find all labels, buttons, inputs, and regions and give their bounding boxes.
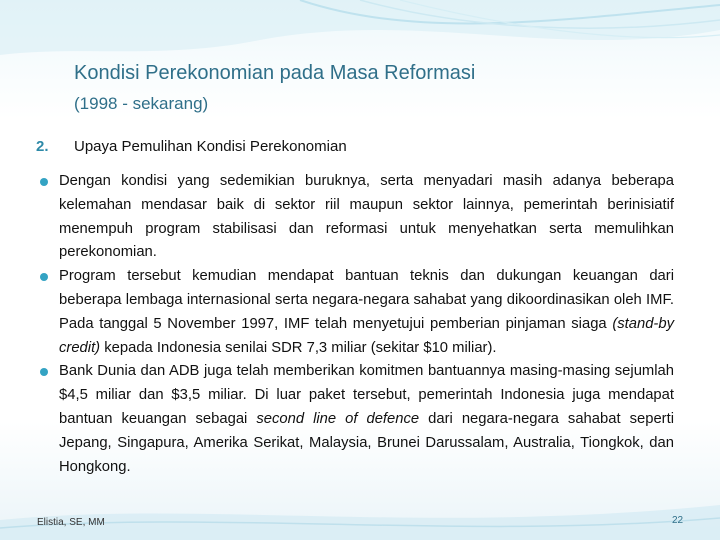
footer-author: Elistia, SE, MM xyxy=(37,517,105,528)
section-heading xyxy=(36,138,347,155)
bullet-text: kepada Indonesia senilai SDR 7,3 miliar (sekitar $10 miliar). xyxy=(100,339,497,356)
slide-title: Kondisi Perekonomian pada Masa Reformasi xyxy=(74,62,476,84)
section-title: Upaya Pemulihan Kondisi Perekonomian xyxy=(74,138,347,155)
page-number: 22 xyxy=(672,515,684,526)
slide-subtitle: (1998 - sekarang) xyxy=(74,94,209,113)
bullet-list xyxy=(38,170,674,479)
bullet-item xyxy=(38,360,674,479)
bullet-dot-icon xyxy=(40,368,48,376)
bullet-text: Program tersebut kemudian mendapat bantuan teknis dan dukungan keuangan dari beberapa lembaga internasional serta negara-negara sahabat yang dikoordinasikan oleh IMF. Pada tanggal 5 November 1997, IMF telah menyetujui pemberian pinjaman siaga xyxy=(59,268,674,332)
bullet-italic-text: (stand-by credit) xyxy=(59,315,674,356)
bullet-text: dari negara-negara sahabat seperti Jepang, Singapura, Amerika Serikat, Malaysia, Brunei Darussalam, Australia, Tiongkok, dan Hongkong. xyxy=(59,410,674,475)
bullet-text: Bank Dunia dan ADB juga telah memberikan komitmen bantuannya masing-masing sejumlah $4,5 miliar dan $3,5 miliar. Di luar paket tersebut, pemerintah Indonesia juga mendapat bantuan keuangan sebagai xyxy=(59,363,674,427)
bullet-text: Dengan kondisi yang sedemikian buruknya, serta menyadari masih adanya beberapa kelemahan mendasar baik di sektor riil maupun sektor lainnya, pemerintah berinisiatif menempuh program stabilisasi dan reformasi untuk menyehatkan serta memulihkan perekonomian. xyxy=(59,173,674,261)
bullet-item xyxy=(38,265,674,360)
bullet-item xyxy=(38,170,674,265)
section-number: 2. xyxy=(36,138,49,155)
bullet-dot-icon xyxy=(40,273,48,281)
bullet-italic-text: second line of defence xyxy=(256,410,420,427)
bullet-dot-icon xyxy=(40,178,48,186)
bottom-wave-decoration xyxy=(0,480,720,540)
